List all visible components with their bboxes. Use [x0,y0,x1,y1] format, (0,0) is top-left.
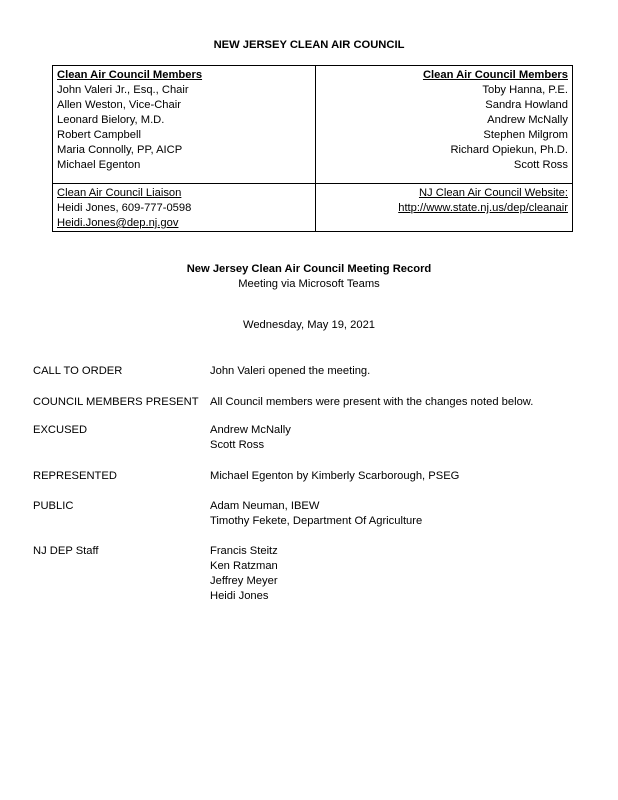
agenda-value-line: Francis Steitz [210,545,278,557]
member-name: John Valeri Jr., Esq., Chair [57,84,189,96]
agenda-value [210,544,590,604]
agenda-label: COUNCIL MEMBERS PRESENT [33,396,199,408]
member-name: Stephen Milgrom [483,129,568,141]
liaison-contact: Heidi Jones, 609-777-0598 [57,202,192,214]
agenda-value [210,395,590,410]
member-name: Allen Weston, Vice-Chair [57,99,181,111]
liaison-cell [57,186,312,231]
member-name: Richard Opiekun, Ph.D. [450,144,568,156]
agenda-value-line: Heidi Jones [210,590,269,602]
agenda-label: NJ DEP Staff [33,545,99,557]
member-name: Leonard Bielory, M.D. [57,114,165,126]
agenda-value [210,423,590,453]
agenda-value-line: Timothy Fekete, Department Of Agriculture [210,515,423,527]
record-heading [0,262,618,292]
agenda-value-line: All Council members were present with the changes noted below. [210,396,534,408]
member-name: Scott Ross [513,159,568,171]
website-cell [313,186,568,216]
agenda-value-line: John Valeri opened the meeting. [210,365,371,377]
agenda-value [210,469,590,484]
agenda-value-line: Andrew McNally [210,424,291,436]
member-name: Maria Connolly, PP, AICP [57,144,183,156]
right-members-cell [313,68,568,173]
member-name: Robert Campbell [57,129,141,141]
right-members-header: Clean Air Council Members [422,69,568,81]
record-subtitle: Meeting via Microsoft Teams [238,278,380,290]
liaison-email-link[interactable]: Heidi.Jones@dep.nj.gov [57,217,179,229]
agenda-label: CALL TO ORDER [33,365,123,377]
agenda-value-line: Ken Ratzman [210,560,278,572]
page-title: NEW JERSEY CLEAN AIR COUNCIL [213,39,405,51]
table-divider-horizontal [53,183,572,184]
agenda-value [210,499,590,529]
agenda-value-line: Michael Egenton by Kimberly Scarborough, PSEG [210,470,460,482]
left-members-header: Clean Air Council Members [57,69,203,81]
agenda-value-line: Adam Neuman, IBEW [210,500,320,512]
member-name: Andrew McNally [487,114,568,126]
website-header: NJ Clean Air Council Website: [418,187,568,199]
left-members-cell [57,68,312,173]
record-title: New Jersey Clean Air Council Meeting Record [186,263,432,275]
agenda-value [210,364,590,379]
meeting-date: Wednesday, May 19, 2021 [242,319,376,331]
agenda-label: REPRESENTED [33,470,117,482]
agenda-value-line: Scott Ross [210,439,265,451]
agenda-value-line: Jeffrey Meyer [210,575,278,587]
liaison-header: Clean Air Council Liaison [57,187,182,199]
members-table [52,65,573,232]
agenda-label: EXCUSED [33,424,88,436]
website-link[interactable]: http://www.state.nj.us/dep/cleanair [398,202,568,214]
agenda-label: PUBLIC [33,500,74,512]
member-name: Michael Egenton [57,159,141,171]
member-name: Sandra Howland [485,99,568,111]
member-name: Toby Hanna, P.E. [482,84,568,96]
